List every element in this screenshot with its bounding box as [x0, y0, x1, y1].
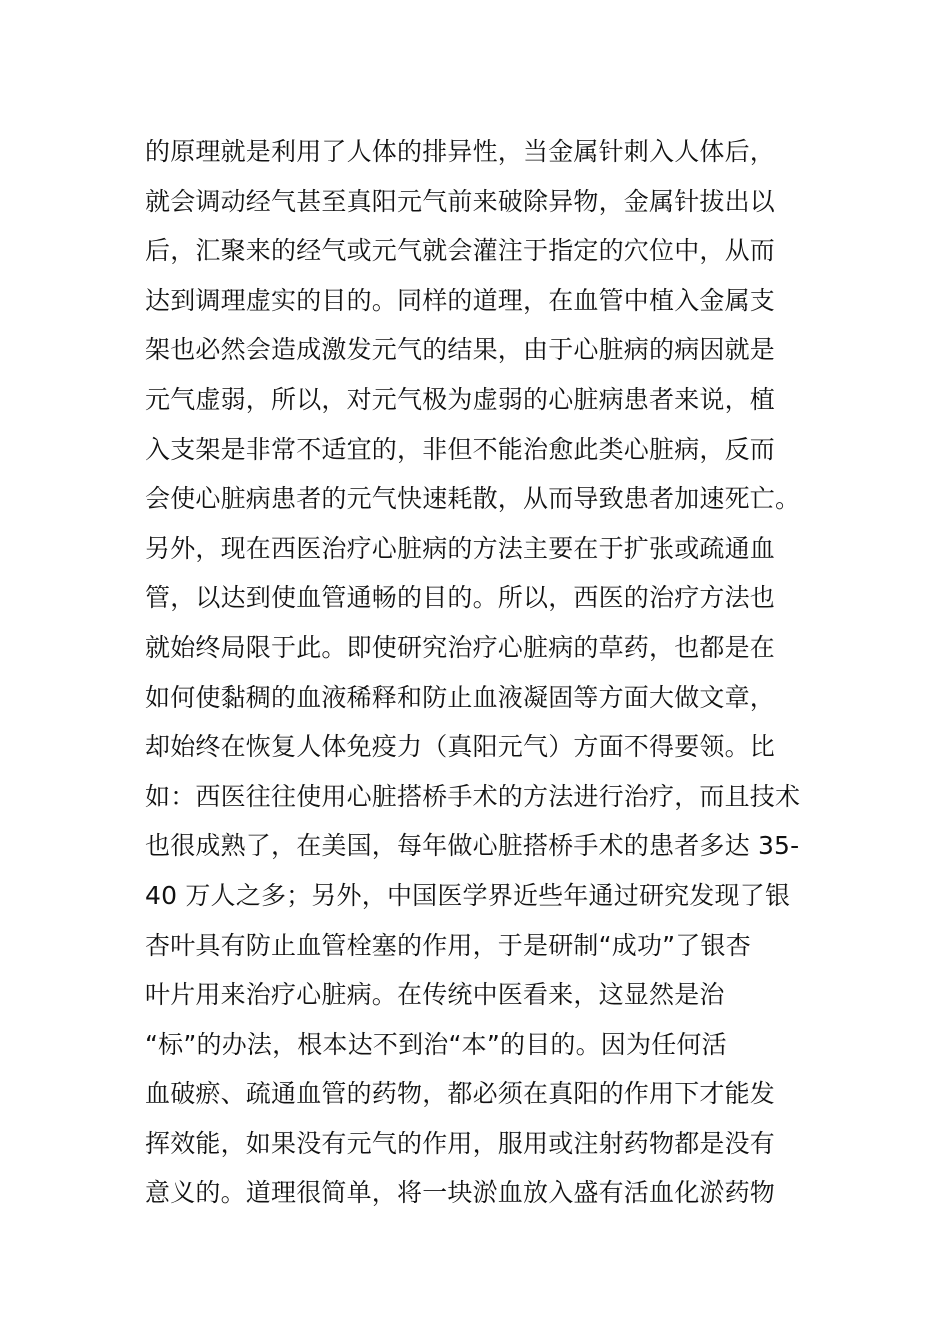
text-line-21: 挥效能，如果没有元气的作用，服用或注射药物都是没有 [145, 1128, 776, 1158]
text-line-15: 也很成熟了，在美国，每年做心脏搭桥手术的患者多达 35- [145, 831, 800, 861]
text-line-2: 就会调动经气甚至真阳元气前来破除异物，金属针拔出以 [145, 186, 776, 216]
text-line-7: 入支架是非常不适宜的，非但不能治愈此类心脏病，反而 [145, 434, 776, 464]
text-line-1: 的原理就是利用了人体的排异性，当金属针刺入人体后， [145, 137, 776, 166]
text-line-13: 却始终在恢复人体免疫力（真阳元气）方面不得要领。比 [145, 732, 776, 762]
text-line-4: 达到调理虚实的目的。同样的道理，在血管中植入金属支 [145, 285, 776, 315]
text-line-14: 如：西医往往使用心脏搭桥手术的方法进行治疗，而且技术 [145, 781, 801, 811]
text-line-19: “标”的办法，根本达不到治“本”的目的。因为任何活 [145, 1029, 727, 1059]
text-line-3: 后，汇聚来的经气或元气就会灌注于指定的穴位中，从而 [145, 236, 776, 266]
text-line-11: 就始终局限于此。即使研究治疗心脏病的草药，也都是在 [145, 632, 776, 662]
text-line-18: 叶片用来治疗心脏病。在传统中医看来，这显然是治 [145, 980, 725, 1010]
text-line-16: 40 万人之多；另外，中国医学界近些年通过研究发现了银 [145, 880, 791, 910]
body-text [145, 127, 825, 1218]
text-line-12: 如何使黏稠的血液稀释和防止血液凝固等方面大做文章， [145, 682, 776, 712]
text-line-5: 架也必然会造成激发元气的结果，由于心脏病的病因就是 [145, 335, 776, 365]
text-line-17: 杏叶具有防止血管栓塞的作用，于是研制“成功”了银杏 [145, 930, 751, 960]
text-line-20: 血破瘀、疏通血管的药物，都必须在真阳的作用下才能发 [145, 1079, 776, 1109]
text-line-22: 意义的。道理很简单，将一块淤血放入盛有活血化淤药物 [145, 1178, 776, 1208]
text-line-10: 管，以达到使血管通畅的目的。所以，西医的治疗方法也 [145, 583, 776, 613]
text-line-8: 会使心脏病患者的元气快速耗散，从而导致患者加速死亡。 [145, 484, 801, 514]
text-line-6: 元气虚弱，所以，对元气极为虚弱的心脏病患者来说，植 [145, 384, 776, 414]
text-line-9: 另外，现在西医治疗心脏病的方法主要在于扩张或疏通血 [145, 533, 776, 563]
